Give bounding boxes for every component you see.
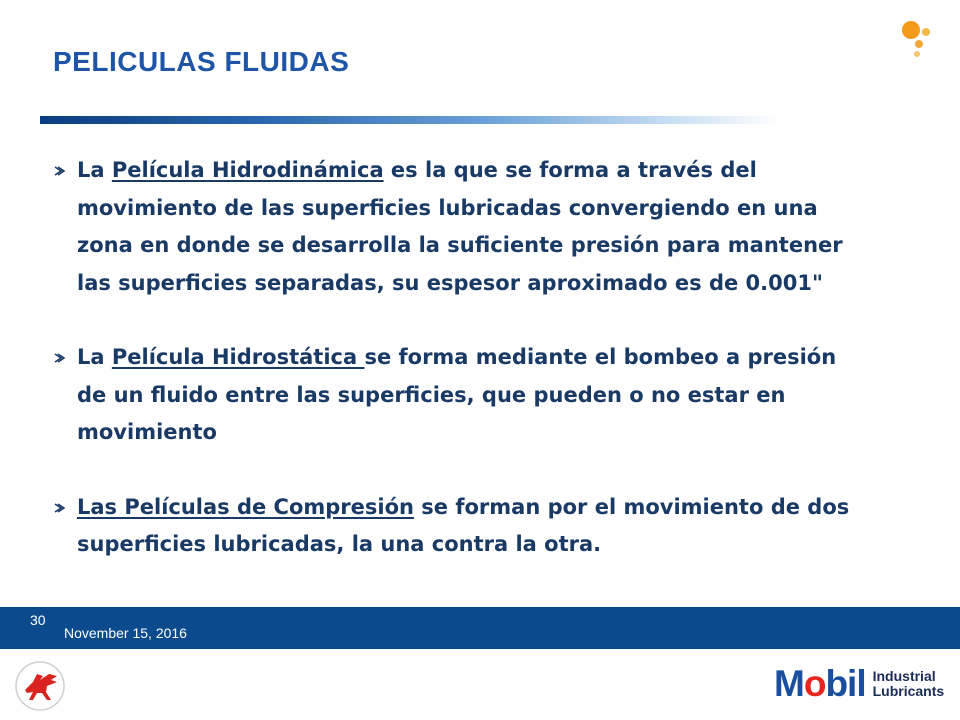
mobil-subtitle: Industrial Lubricants [872,668,945,699]
page-number: 30 [30,612,46,628]
arrow-bullet-icon [52,489,66,526]
bullet-hidrostatica [52,339,872,452]
pegasus-logo-icon [13,660,67,712]
mobil-wordmark: Mobil [774,663,866,704]
bullet-text: se forma mediante el bombeo a presión de un fluido entre las superficies, que pueden o no estar en movimiento [77,345,837,444]
mobil-industrial-lubricants-logo [774,664,944,704]
bullet-text-pre: La [77,158,112,182]
term-peliculas-compresion: Las Películas de Compresión [77,494,414,519]
bullet-list [52,152,872,564]
orange-dots-logo-icon [897,18,937,58]
arrow-bullet-icon [52,339,66,376]
term-pelicula-hidrodinamica: Película Hidrodinámica [111,158,384,182]
bullet-text-pre: La [77,345,112,369]
arrow-bullet-icon [52,152,66,189]
bullet-text: es la que se forma a través del movimiento de las superficies lubricadas convergiendo en una zona en donde se desarrolla la suficiente presión para mantener las superficies separadas, su espesor aproximado es de 0.001" [77,158,843,295]
title-underline-gradient [40,116,780,124]
slide-date: November 15, 2016 [64,625,187,641]
bullet-compresion [52,489,872,564]
bullet-text: se forman por el movimiento de dos superficies lubricadas, la una contra la otra. [77,494,850,556]
bullet-hidrodinamica [52,152,872,302]
slide-title: PELICULAS FLUIDAS [53,46,350,77]
term-pelicula-hidrostatica: Película Hidrostática [111,345,365,369]
